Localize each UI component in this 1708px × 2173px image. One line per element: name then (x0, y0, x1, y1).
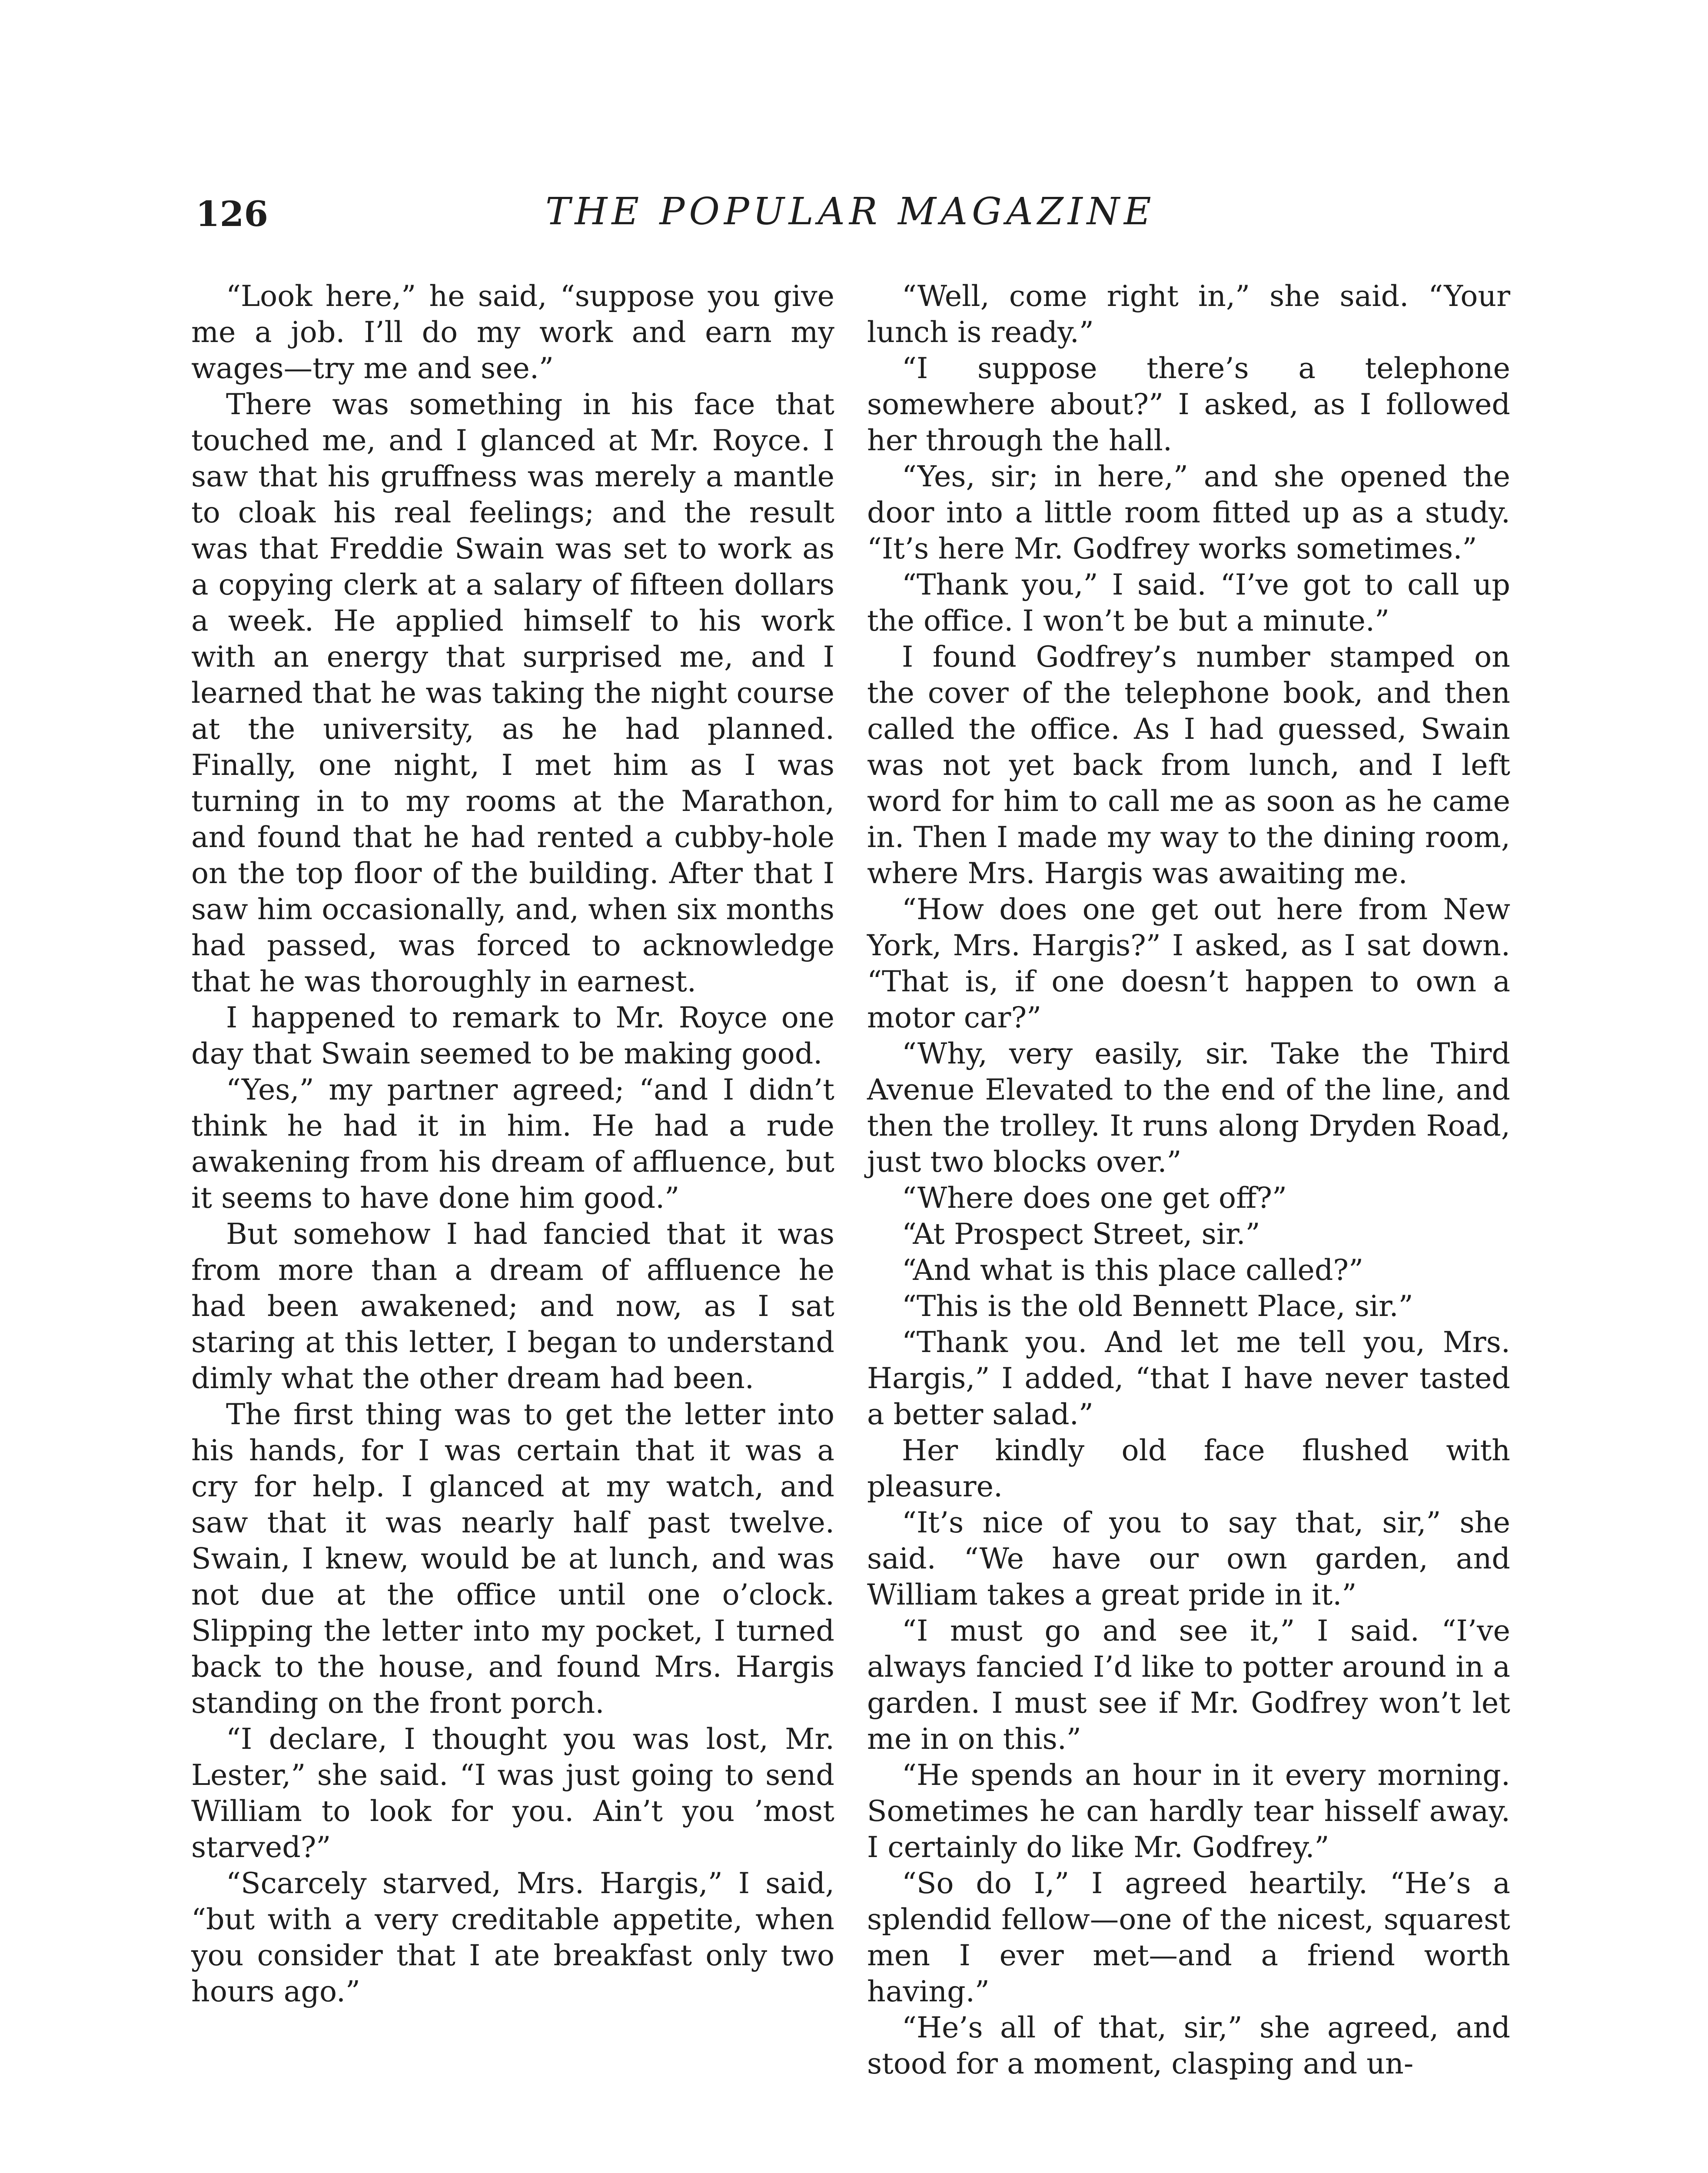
paragraph: The first thing was to get the letter into his hands, for I was certain that it was a cry for help. I glanced at my watch, and saw that it was nearly half past twelve. Swain, I knew, would be at lunch, and was not due at the office until one o’clock. Slipping the letter into my pocket, I turned back to the house, and found Mrs. Hargis standing on the front porch. (191, 1397, 834, 1720)
paragraph: Her kindly old face flushed with pleasure. (867, 1433, 1510, 1503)
paragraph: “And what is this place called?” (902, 1253, 1364, 1287)
paragraph: “Yes, sir; in here,” and she opened the door into a little room fitted up as a study. “It’s here Mr. Godfrey works sometimes.” (867, 459, 1510, 565)
paragraph: “Scarcely starved, Mrs. Hargis,” I said, “but with a very creditable appetite, when you consider that I ate breakfast only two hours ago.” (191, 1866, 834, 2008)
paragraph: But somehow I had fancied that it was from more than a dream of affluence he had been awakened; and now, as I sat staring at this letter, I began to understand dimly what the other dream had been. (191, 1217, 834, 1395)
paragraph: “Yes,” my partner agreed; “and I didn’t think he had it in him. He had a rude awakening from his dream of affluence, but it seems to have done him good.” (191, 1073, 834, 1215)
paragraph: There was something in his face that touched me, and I glanced at Mr. Royce. I saw that his gruffness was merely a mantle to cloak his real feelings; and the result was that Freddie Swain was set to work as a copying clerk at a salary of fifteen dollars a week. He applied himself to his work with an energy that surprised me, and I learned that he was taking the night course at the university, as he had planned. Finally, one night, I met him as I was turning in to my rooms at the Marathon, and found that he had rented a cubby-hole on the top floor of the building. After that I saw him occasionally, and, when six months had passed, was forced to acknowledge that he was thoroughly in earnest. (191, 387, 834, 998)
running-head: THE POPULAR MAGAZINE (545, 190, 1156, 233)
paragraph: “Thank you,” I said. “I’ve got to call up the office. I won’t be but a minute.” (867, 568, 1510, 638)
left-text-column (191, 278, 834, 2010)
right-text-column (867, 278, 1510, 2082)
paragraph: “So do I,” I agreed heartily. “He’s a splendid fellow—one of the nicest, squarest men I ever met—and a friend worth having.” (867, 1866, 1510, 2008)
paragraph: “I suppose there’s a telephone somewhere about?” I asked, as I followed her through the hall. (867, 351, 1510, 457)
paragraph: “This is the old Bennett Place, sir.” (902, 1289, 1413, 1323)
paragraph: “At Prospect Street, sir.” (902, 1217, 1260, 1251)
paragraph: “Why, very easily, sir. Take the Third Avenue Elevated to the end of the line, and then the trolley. It runs along Dryden Road, just two blocks over.” (867, 1037, 1510, 1179)
page-header (196, 190, 1536, 259)
paragraph: “I must go and see it,” I said. “I’ve always fancied I’d like to potter around in a garden. I must see if Mr. Godfrey won’t let me in on this.” (867, 1614, 1510, 1756)
paragraph: “Thank you. And let me tell you, Mrs. Hargis,” I added, “that I have never tasted a better salad.” (867, 1325, 1510, 1431)
paragraph: I happened to remark to Mr. Royce one day that Swain seemed to be making good. (191, 1000, 834, 1070)
paragraph: “He spends an hour in it every morning. Sometimes he can hardly tear hisself away. I certainly do like Mr. Godfrey.” (867, 1758, 1510, 1864)
paragraph: “Look here,” he said, “suppose you give me a job. I’ll do my work and earn my wages—try me and see.” (191, 279, 834, 385)
paragraph: “He’s all of that, sir,” she agreed, and stood for a moment, clasping and un- (867, 2010, 1510, 2080)
paragraph: “How does one get out here from New York, Mrs. Hargis?” I asked, as I sat down. “That is, if one doesn’t happen to own a motor car?” (867, 892, 1510, 1034)
paragraph: “I declare, I thought you was lost, Mr. Lester,” she said. “I was just going to send William to look for you. Ain’t you ’most starved?” (191, 1722, 834, 1864)
page-number: 126 (196, 193, 268, 234)
paragraph: “Well, come right in,” she said. “Your lunch is ready.” (867, 279, 1510, 349)
paragraph: “It’s nice of you to say that, sir,” she said. “We have our own garden, and William takes a great pride in it.” (867, 1505, 1510, 1611)
paragraph: I found Godfrey’s number stamped on the cover of the telephone book, and then called the office. As I had guessed, Swain was not yet back from lunch, and I left word for him to call me as soon as he came in. Then I made my way to the dining room, where Mrs. Hargis was awaiting me. (867, 640, 1510, 890)
paragraph: “Where does one get off?” (902, 1181, 1287, 1215)
